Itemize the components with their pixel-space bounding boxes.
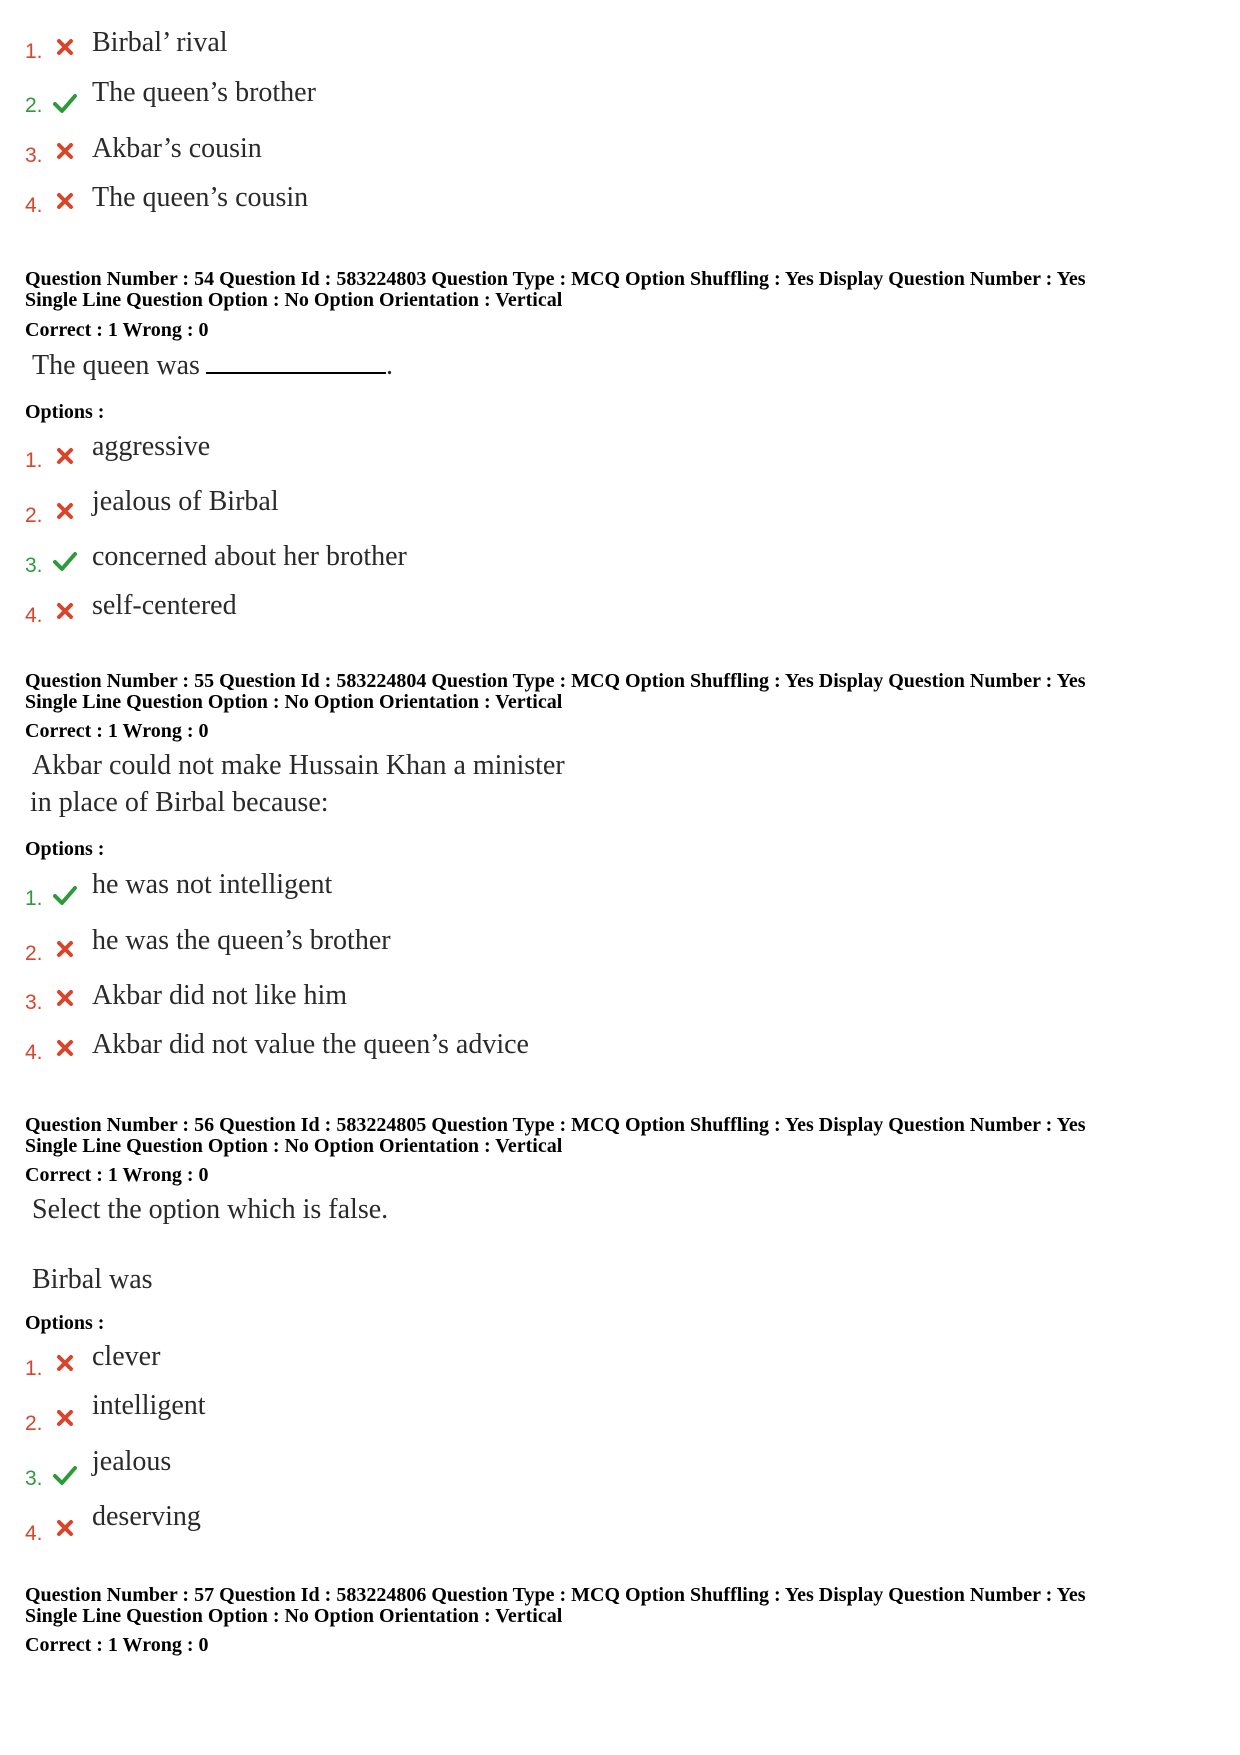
cross-icon [52, 985, 78, 1011]
option-number: 1. [25, 40, 43, 63]
question-text-line: in place of Birbal because: [30, 787, 329, 818]
option-number: 2. [25, 94, 43, 117]
question-meta: Question Number : 54 Question Id : 583224803 Question Type : MCQ Option Shuffling : Yes Display Question Number : Yes [25, 268, 1086, 290]
option-number: 3. [25, 554, 43, 577]
question-text-line: Birbal was [32, 1264, 153, 1295]
cross-icon [52, 34, 78, 60]
question-meta: Single Line Question Option : No Option Orientation : Vertical [25, 1135, 563, 1157]
check-icon [52, 1462, 78, 1488]
check-icon [52, 882, 78, 908]
option-number: 1. [25, 449, 43, 472]
check-icon [52, 90, 78, 116]
cross-icon [52, 936, 78, 962]
option-text: jealous [92, 1446, 172, 1477]
marks-info: Correct : 1 Wrong : 0 [25, 1634, 209, 1656]
cross-icon [52, 1405, 78, 1431]
option-text: he was the queen’s brother [92, 925, 391, 956]
cross-icon [52, 598, 78, 624]
cross-icon [52, 188, 78, 214]
marks-info: Correct : 1 Wrong : 0 [25, 720, 209, 742]
cross-icon [52, 1515, 78, 1541]
question-text: The queen was . [32, 350, 393, 381]
option-text: Akbar did not value the queen’s advice [92, 1029, 529, 1060]
option-text: he was not intelligent [92, 869, 333, 900]
option-text: intelligent [92, 1390, 206, 1421]
question-meta: Question Number : 57 Question Id : 583224806 Question Type : MCQ Option Shuffling : Yes Display Question Number : Yes [25, 1584, 1086, 1606]
option-text: The queen’s brother [92, 77, 316, 108]
question-meta: Single Line Question Option : No Option Orientation : Vertical [25, 1605, 563, 1627]
option-number: 2. [25, 942, 43, 965]
option-text: aggressive [92, 431, 211, 462]
question-text-line: Akbar could not make Hussain Khan a minister [32, 750, 565, 781]
cross-icon [52, 1035, 78, 1061]
cross-icon [52, 443, 78, 469]
marks-info: Correct : 1 Wrong : 0 [25, 1164, 209, 1186]
option-text: Akbar did not like him [92, 980, 348, 1011]
option-number: 4. [25, 604, 43, 627]
option-number: 3. [25, 144, 43, 167]
option-number: 3. [25, 991, 43, 1014]
cross-icon [52, 1350, 78, 1376]
answer-blank [206, 371, 386, 374]
options-label: Options : [25, 1312, 105, 1334]
question-meta: Single Line Question Option : No Option Orientation : Vertical [25, 691, 563, 713]
check-icon [52, 548, 78, 574]
option-text: deserving [92, 1501, 201, 1532]
option-number: 4. [25, 194, 43, 217]
question-meta: Question Number : 55 Question Id : 583224804 Question Type : MCQ Option Shuffling : Yes Display Question Number : Yes [25, 670, 1086, 692]
option-text: clever [92, 1341, 161, 1372]
question-text-line: Select the option which is false. [32, 1194, 389, 1225]
marks-info: Correct : 1 Wrong : 0 [25, 319, 209, 341]
option-text: jealous of Birbal [92, 486, 279, 517]
option-text: The queen’s cousin [92, 182, 309, 213]
option-text: concerned about her brother [92, 541, 407, 572]
option-number: 4. [25, 1041, 43, 1064]
option-number: 3. [25, 1467, 43, 1490]
option-number: 2. [25, 504, 43, 527]
option-text: self-centered [92, 590, 237, 621]
cross-icon [52, 138, 78, 164]
option-number: 4. [25, 1522, 43, 1545]
option-text: Akbar’s cousin [92, 133, 262, 164]
options-label: Options : [25, 838, 105, 860]
options-label: Options : [25, 401, 105, 423]
cross-icon [52, 498, 78, 524]
option-number: 1. [25, 887, 43, 910]
question-meta: Question Number : 56 Question Id : 583224805 Question Type : MCQ Option Shuffling : Yes Display Question Number : Yes [25, 1114, 1086, 1136]
option-number: 1. [25, 1357, 43, 1380]
option-number: 2. [25, 1412, 43, 1435]
option-text: Birbal’ rival [92, 27, 228, 58]
question-meta: Single Line Question Option : No Option Orientation : Vertical [25, 289, 563, 311]
